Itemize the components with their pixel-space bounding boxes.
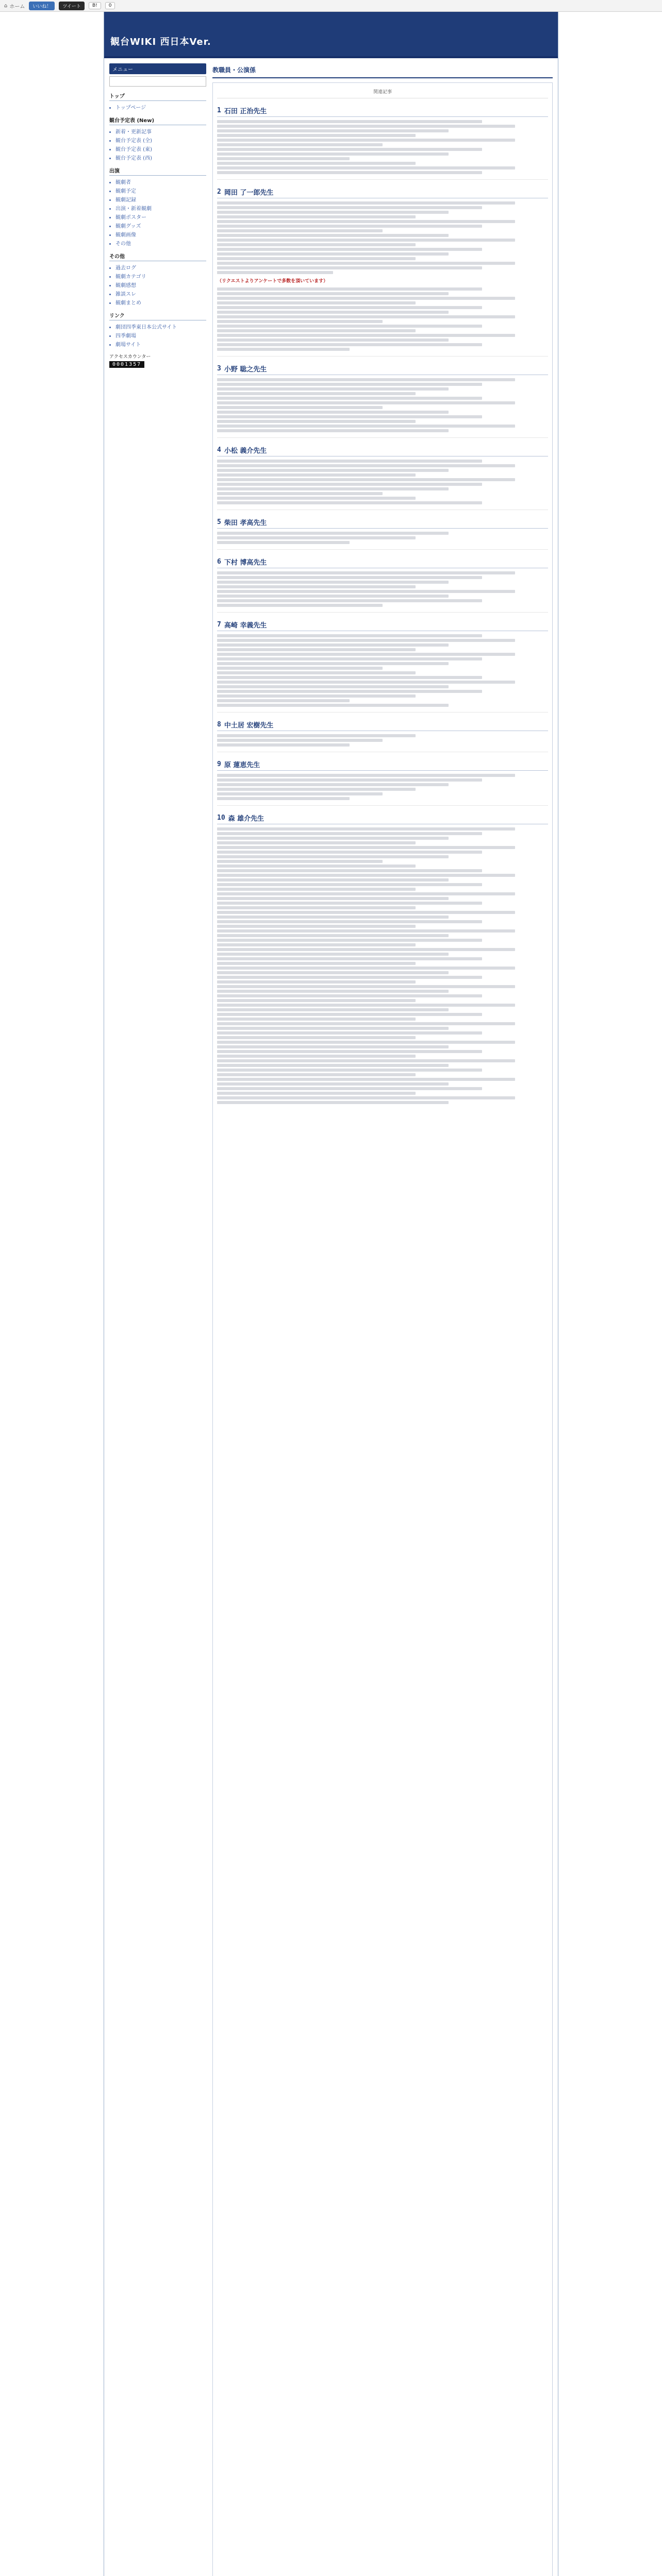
teacher-heading <box>217 557 548 568</box>
main-content <box>212 63 553 2576</box>
divider <box>217 549 548 550</box>
teacher-number: 2 <box>217 188 221 196</box>
like-button[interactable] <box>29 2 55 10</box>
share-count-label: 0 <box>108 3 112 8</box>
article-body <box>212 82 553 2576</box>
teacher-section <box>217 811 548 1104</box>
teacher-text-placeholder <box>217 571 548 607</box>
teacher-name: 原 蓮恵先生 <box>224 761 260 769</box>
teacher-section <box>217 185 548 351</box>
teacher-name: 高崎 幸義先生 <box>224 621 267 630</box>
sidebar-item[interactable]: • 観劇者 <box>115 178 206 185</box>
teacher-text-placeholder <box>217 287 548 351</box>
sidebar-item[interactable]: • 観劇カテゴリ <box>115 272 206 280</box>
tweet-button-label: ツイート <box>62 4 81 9</box>
sidebar-search-head: メニュー <box>109 63 206 74</box>
sidebar-section-cast <box>109 166 206 247</box>
divider <box>217 712 548 713</box>
sidebar-item[interactable]: • その他 <box>115 239 206 247</box>
sidebar-item[interactable]: • 劇場サイト <box>115 340 206 348</box>
sidebar-item[interactable]: • 観劇記録 <box>115 195 206 203</box>
teacher-number: 5 <box>217 518 221 526</box>
teacher-name: 小松 義介先生 <box>224 447 267 455</box>
divider <box>217 437 548 438</box>
sidebar-item[interactable]: • 劇団四季東日本公式サイト <box>115 323 206 330</box>
highlight-text: （リクエストよりアンケートで多数を頂いています） <box>217 279 328 284</box>
site-frame <box>104 12 558 2576</box>
site-header <box>104 12 558 58</box>
teacher-heading <box>217 759 548 771</box>
access-counter: 0001357 <box>109 361 144 368</box>
bookmark-button-label: B! <box>92 3 97 8</box>
sidebar-search-block <box>109 63 206 87</box>
sidebar-item[interactable]: • 観台予定表 (東) <box>115 145 206 152</box>
teacher-text-placeholder <box>217 201 548 274</box>
sidebar-section-links <box>109 311 206 348</box>
browser-toolbar <box>0 0 662 12</box>
teacher-name: 中土居 宏樹先生 <box>224 721 274 730</box>
divider <box>217 179 548 180</box>
teacher-heading <box>217 106 548 117</box>
teacher-number: 7 <box>217 620 221 629</box>
sidebar-top-block <box>109 92 206 111</box>
like-button-label: いいね！ <box>32 4 52 9</box>
teacher-number: 10 <box>217 814 225 822</box>
sidebar-top-list <box>109 103 206 111</box>
teacher-name: 森 雄介先生 <box>228 815 264 823</box>
teacher-name: 下村 博高先生 <box>224 558 267 567</box>
highlight-note <box>217 278 548 285</box>
tweet-button[interactable] <box>59 2 85 10</box>
teacher-text-placeholder <box>217 634 548 707</box>
teacher-number: 4 <box>217 446 221 454</box>
teacher-text-placeholder <box>217 120 548 174</box>
teacher-number: 1 <box>217 107 221 114</box>
search-input[interactable] <box>109 76 206 87</box>
sidebar-section-title: リンク <box>109 311 206 320</box>
teacher-number: 9 <box>217 760 221 768</box>
teacher-text-placeholder <box>217 774 548 800</box>
teacher-heading <box>217 813 548 824</box>
teacher-section <box>217 555 548 607</box>
teacher-heading <box>217 720 548 731</box>
teacher-section <box>217 718 548 747</box>
sidebar-section-schedule <box>109 116 206 161</box>
share-count <box>105 2 115 9</box>
page-title: 教職員・公演係 <box>212 63 553 78</box>
teacher-name: 柴田 孝高先生 <box>224 519 267 527</box>
toolbar-home-label: ホーム <box>9 4 25 10</box>
teacher-section <box>217 104 548 174</box>
divider <box>217 612 548 613</box>
teacher-text-placeholder <box>217 532 548 544</box>
sidebar-item[interactable]: • 観劇画像 <box>115 230 206 238</box>
teacher-text-placeholder <box>217 378 548 432</box>
sidebar-item[interactable]: • 四季劇場 <box>115 331 206 339</box>
sidebar-item[interactable]: • 観台予定表 (全) <box>115 136 206 144</box>
teacher-heading <box>217 187 548 198</box>
teacher-heading <box>217 364 548 375</box>
sidebar-item[interactable]: • 新着・更新記事 <box>115 127 206 135</box>
access-counter-title: アクセスカウンター <box>109 354 151 360</box>
teacher-heading <box>217 517 548 529</box>
teacher-heading <box>217 620 548 631</box>
teacher-number: 6 <box>217 557 221 566</box>
sidebar-item-top-page[interactable]: • トップページ <box>115 103 206 111</box>
toolbar-home[interactable] <box>4 2 25 10</box>
sidebar-section-other <box>109 252 206 306</box>
teacher-text-placeholder <box>217 460 548 504</box>
sidebar-item[interactable]: • 観劇グッズ <box>115 222 206 229</box>
sidebar-section-title: 観台予定表 (New) <box>109 116 206 125</box>
teacher-section <box>217 515 548 544</box>
home-icon: ⌂ <box>4 3 8 9</box>
teacher-section <box>217 618 548 707</box>
teacher-number: 8 <box>217 720 221 728</box>
bookmark-button[interactable] <box>89 2 101 9</box>
teacher-name: 岡田 了一郎先生 <box>224 189 274 197</box>
sidebar-item[interactable]: • 観劇まとめ <box>115 298 206 306</box>
teacher-number: 3 <box>217 364 221 372</box>
sidebar-item[interactable]: • 過去ログ <box>115 263 206 271</box>
sidebar-top-title: トップ <box>109 92 206 101</box>
sidebar-item[interactable]: • 観劇感想 <box>115 281 206 289</box>
divider <box>217 356 548 357</box>
divider <box>217 805 548 806</box>
sidebar-section-list <box>109 178 206 247</box>
sidebar-item[interactable]: • 観劇ポスター <box>115 213 206 221</box>
teacher-heading <box>217 445 548 456</box>
related-note: 関連記事 <box>217 88 548 98</box>
sidebar-item[interactable]: • 観劇予定 <box>115 187 206 194</box>
sidebar-item[interactable]: • 出演・新着観劇 <box>115 204 206 212</box>
sidebar-section-title: その他 <box>109 252 206 261</box>
sidebar-section-list <box>109 127 206 161</box>
sidebar-section-list <box>109 323 206 348</box>
teacher-section <box>217 443 548 504</box>
sidebar-item[interactable]: • 雑談スレ <box>115 290 206 297</box>
teacher-name: 石田 正治先生 <box>224 108 267 115</box>
site-title[interactable]: 観台WIKI 西日本Ver. <box>110 37 211 47</box>
content-wrap <box>104 58 558 2576</box>
teacher-name: 小野 聡之先生 <box>224 365 267 374</box>
teacher-section <box>217 757 548 800</box>
teacher-text-placeholder <box>217 827 548 1104</box>
sidebar <box>109 63 206 2576</box>
sidebar-section-title: 出演 <box>109 166 206 176</box>
teacher-text-placeholder <box>217 734 548 747</box>
sidebar-item[interactable]: • 観台予定表 (西) <box>115 154 206 161</box>
teacher-section <box>217 362 548 432</box>
sidebar-section-list <box>109 263 206 306</box>
